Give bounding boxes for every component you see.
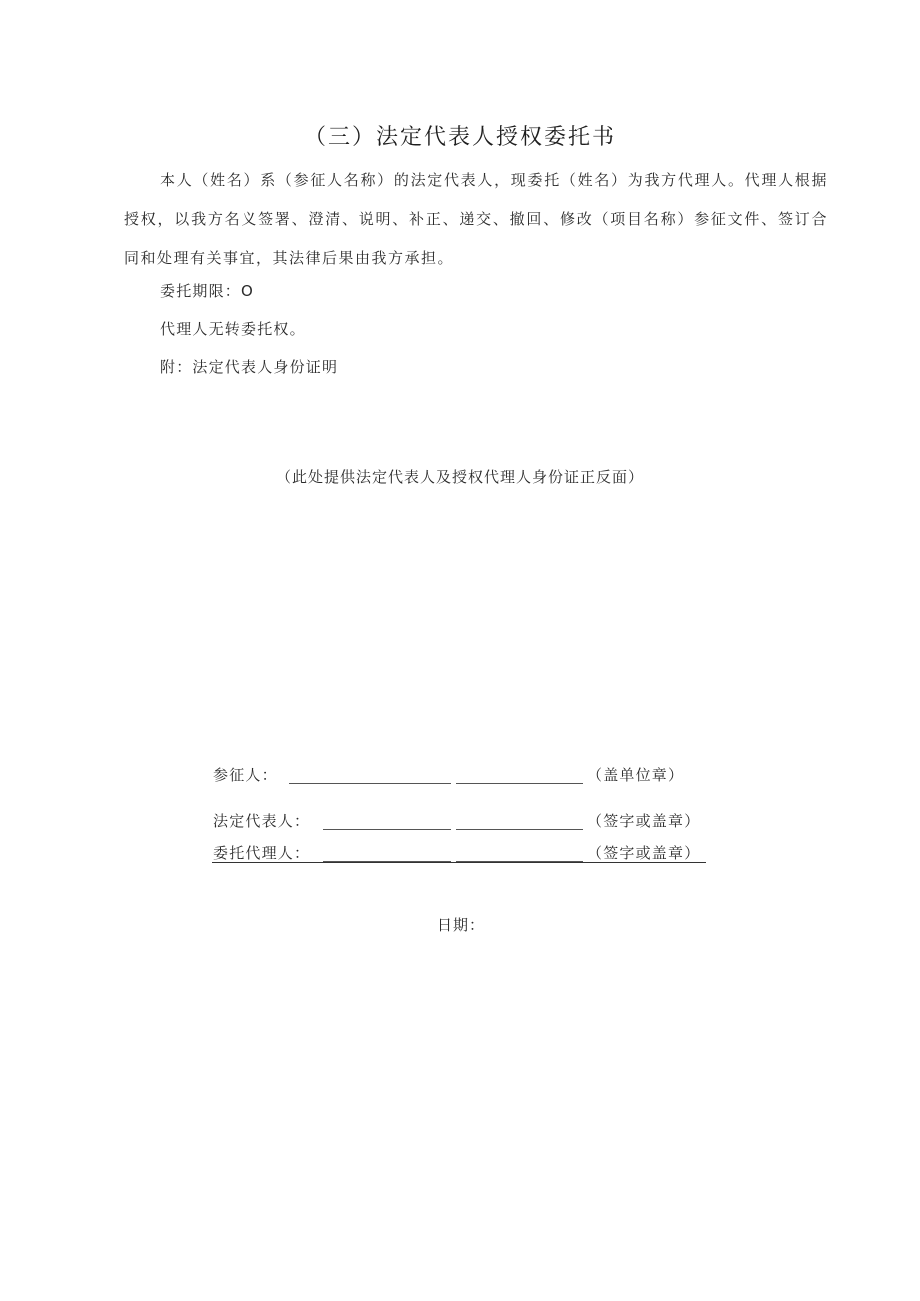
signature-label: 委托代理人： [213,844,311,862]
no-subdelegation-line: 代理人无转委托权。 [160,320,306,338]
document-title: （三）法定代表人授权委托书 [303,125,616,150]
signature-block-underline [212,862,706,863]
signature-blank-field[interactable] [289,783,451,784]
signature-note: （盖单位章） [587,766,685,784]
date-label: 日期： [437,916,486,934]
signature-label: 法定代表人： [213,812,311,830]
signature-note: （签字或盖章） [587,812,701,830]
signature-note: （签字或盖章） [587,844,701,862]
signature-blank-field[interactable] [456,783,583,784]
signature-blank-field[interactable] [456,829,583,830]
id-card-placeholder-note: （此处提供法定代表人及授权代理人身份证正反面） [275,468,644,486]
signature-row-participant [213,764,707,788]
attachment-line: 附：法定代表人身份证明 [160,358,339,376]
term-line: 委托期限：O [160,282,255,300]
signature-label: 参征人： [213,766,278,784]
signature-blank-field[interactable] [323,829,451,830]
authorization-paragraph: 本人（姓名）系（参征人名称）的法定代表人，现委托（姓名）为我方代理人。代理人根据授权，以我方名义签署、澄清、说明、补正、递交、撤回、修改（项目名称）参征文件、签订合同和处理有关事宜，其法律后果由我方承担。 [124,171,828,267]
signature-row-legal-representative [213,810,707,834]
